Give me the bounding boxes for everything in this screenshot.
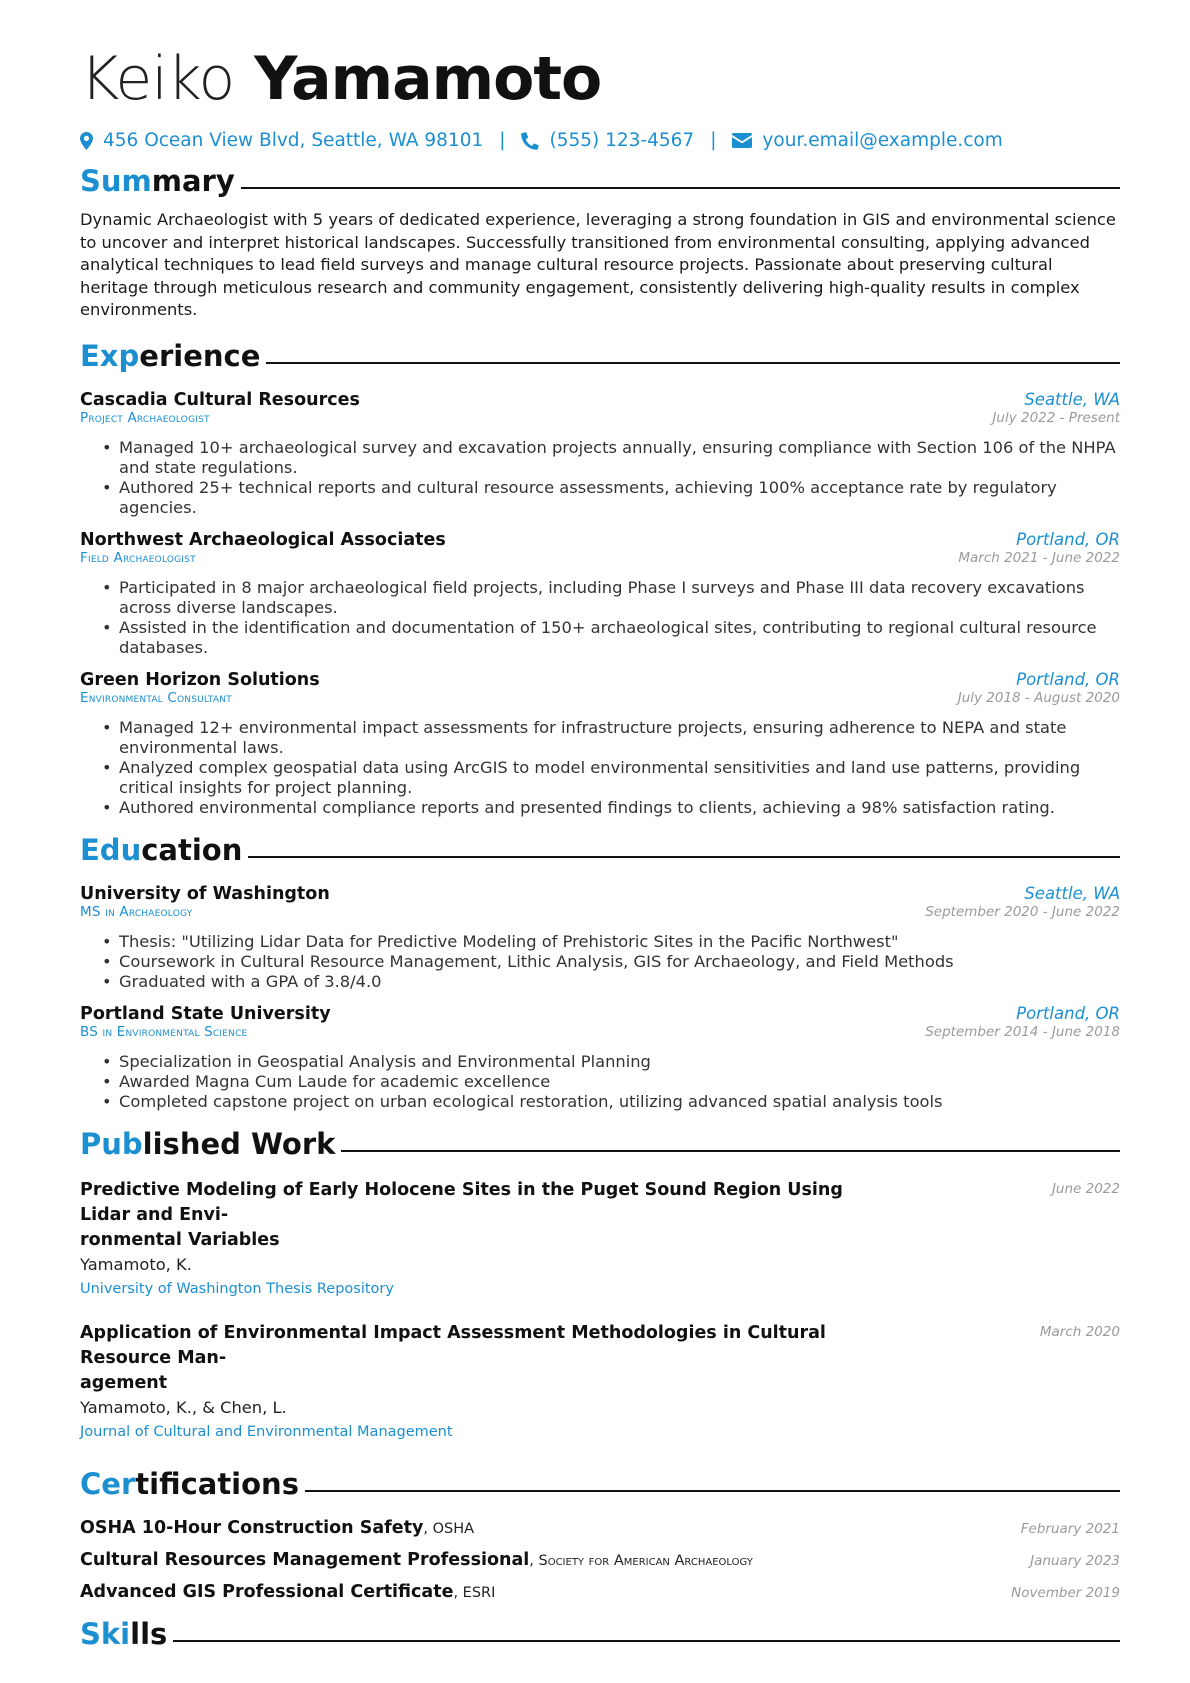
publication-authors: Yamamoto, K., & Chen, L. [80,1397,287,1417]
section-title-accent: Cer [80,1466,136,1501]
section-title-accent: Edu [80,832,142,867]
section-title-rest: cation [141,832,243,867]
publication-date: March 2020 [1039,1323,1120,1340]
certification-name: Cultural Resources Management Professional [80,1549,530,1570]
publication-title [80,1178,880,1253]
contact-bar [80,130,1120,151]
experience-entry [80,670,1120,818]
map-pin-icon [80,132,93,150]
email-item[interactable] [732,130,1002,151]
certification-item: Cultural Resources Management Professional, Society for American Archaeology January 2023 [80,1549,1120,1570]
list-item: • Graduated with a GPA of 3.8/4.0 [102,972,1120,992]
education-entry [80,884,1120,992]
section-divider [241,187,1120,189]
section-title-rest: mary [151,164,235,198]
job-location: Portland, OR [1016,669,1120,689]
list-item: • Participated in 8 major archaeological field projects, including Phase I surveys and Phase III data recovery excavations across diverse landscapes. [102,578,1120,618]
skills-heading [80,1612,1120,1656]
certification-date: February 2021 [1020,1520,1120,1537]
publication-entry [80,1321,1120,1444]
contact-separator: | [710,130,717,151]
list-item: • Completed capstone project on urban ecological restoration, utilizing advanced spatial analysis tools [102,1092,1120,1112]
employer-name: Cascadia Cultural Resources [80,389,360,410]
section-divider [305,1490,1120,1492]
certification-item: OSHA 10-Hour Construction Safety, OSHA February 2021 [80,1517,1120,1538]
list-item: • Coursework in Cultural Resource Management, Lithic Analysis, GIS for Archaeology, and Field Methods [102,952,1120,972]
job-title: Project Archaeologist [80,409,210,426]
achievement-list [80,438,1120,518]
education-details [80,932,1120,992]
section-title-rest: lished Work [142,1126,336,1161]
job-title: Environmental Consultant [80,689,232,706]
job-location: Portland, OR [1016,529,1120,549]
education-entry [80,1004,1120,1112]
section-divider [173,1640,1120,1642]
achievement-list [80,718,1120,818]
phone-text: (555) 123-4567 [549,130,695,151]
publication-title [80,1321,880,1396]
address-item [80,130,483,151]
list-item: • Thesis: "Utilizing Lidar Data for Predictive Modeling of Prehistoric Sites in the Pacific Northwest" [102,932,1120,952]
study-dates: September 2020 - June 2022 [925,903,1120,920]
employer-name: Green Horizon Solutions [80,669,320,690]
experience-entry [80,390,1120,518]
job-dates: July 2022 - Present [992,409,1120,426]
certification-name: OSHA 10-Hour Construction Safety [80,1517,424,1538]
education-heading [80,828,1120,872]
employer-name: Northwest Archaeological Associates [80,529,446,550]
last-name: Yamamoto [254,44,602,114]
list-item: • Authored 25+ technical reports and cultural resource assessments, achieving 100% acceptance rate by regulatory agencies. [102,478,1120,518]
section-divider [266,362,1120,364]
job-location: Seattle, WA [1024,389,1120,409]
degree-title: MS in Archaeology [80,903,193,920]
education-details [80,1052,1120,1112]
publication-entry [80,1178,1120,1301]
publication-date: June 2022 [1051,1180,1120,1197]
school-name: Portland State University [80,1003,331,1024]
summary-text: Dynamic Archaeologist with 5 years of dedicated experience, leveraging a strong foundation in GIS and environmental science to uncover and interpret historical landscapes. Successfully transitioned from environmental consulting, applying advanced analytical techniques to lead field surveys and manage cultural resource projects. Passionate about preserving cultural heritage through meticulous research and community engagement, consistently delivering high-quality results in complex environments. [80,210,1116,319]
experience-heading [80,334,1120,378]
publication-authors: Yamamoto, K. [80,1254,192,1274]
job-dates: July 2018 - August 2020 [957,689,1120,706]
school-location: Seattle, WA [1024,883,1120,903]
certification-date: November 2019 [1011,1584,1120,1601]
summary-heading [80,159,1120,203]
address-text: 456 Ocean View Blvd, Seattle, WA 98101 [103,130,484,151]
phone-item[interactable] [521,130,694,151]
certification-issuer: OSHA [432,1520,475,1537]
title-line: Application of Environmental Impact Assessment Methodologies in Cultural Resource Man- [80,1322,826,1368]
list-item: • Managed 12+ environmental impact assessments for infrastructure projects, ensuring adherence to NEPA and state environmental laws. [102,718,1120,758]
certification-item: Advanced GIS Professional Certificate, ESRI November 2019 [80,1581,1120,1602]
job-dates: March 2021 - June 2022 [958,549,1120,566]
title-line: agement [80,1372,168,1393]
section-title-rest: lls [130,1616,168,1651]
section-title-accent: Pub [80,1126,143,1161]
first-name: Keiko [80,44,235,114]
published-work-heading [80,1122,1120,1166]
publication-venue: Journal of Cultural and Environmental Management [80,1423,453,1440]
section-title-accent: Exp [80,338,140,373]
contact-separator: | [499,130,506,151]
experience-entry [80,530,1120,658]
envelope-icon [732,133,752,148]
section-title-rest: tifications [135,1466,299,1501]
section-divider [248,856,1120,858]
candidate-name [80,38,1120,120]
title-line: ronmental Variables [80,1229,280,1250]
job-title: Field Archaeologist [80,549,196,566]
phone-icon [521,132,539,150]
certifications-heading [80,1462,1120,1506]
section-divider [341,1150,1120,1152]
study-dates: September 2014 - June 2018 [925,1023,1120,1040]
certification-issuer: ESRI [462,1584,496,1601]
achievement-list [80,578,1120,658]
email-link[interactable]: your.email@example.com [762,130,1003,151]
list-item: • Awarded Magna Cum Laude for academic excellence [102,1072,1120,1092]
list-item: • Specialization in Geospatial Analysis and Environmental Planning [102,1052,1120,1072]
certification-date: January 2023 [1030,1552,1120,1569]
resume-page [80,38,1120,1656]
section-title-rest: erience [139,338,261,373]
certification-issuer: Society for American Archaeology [538,1552,753,1569]
section-title-accent: Sum [80,164,152,198]
section-title-accent: Ski [80,1616,131,1651]
list-item: • Analyzed complex geospatial data using ArcGIS to model environmental sensitivities and land use patterns, providing critical insights for project planning. [102,758,1120,798]
list-item: • Assisted in the identification and documentation of 150+ archaeological sites, contributing to regional cultural resource databases. [102,618,1120,658]
title-line: Predictive Modeling of Early Holocene Sites in the Puget Sound Region Using Lidar and Envi- [80,1179,843,1225]
degree-title: BS in Environmental Science [80,1023,248,1040]
school-location: Portland, OR [1016,1003,1120,1023]
school-name: University of Washington [80,883,330,904]
publication-venue: University of Washington Thesis Repository [80,1280,394,1297]
list-item: • Managed 10+ archaeological survey and excavation projects annually, ensuring compliance with Section 106 of the NHPA and state regulations. [102,438,1120,478]
certification-name: Advanced GIS Professional Certificate [80,1581,454,1602]
list-item: • Authored environmental compliance reports and presented findings to clients, achieving a 98% satisfaction rating. [102,798,1120,818]
